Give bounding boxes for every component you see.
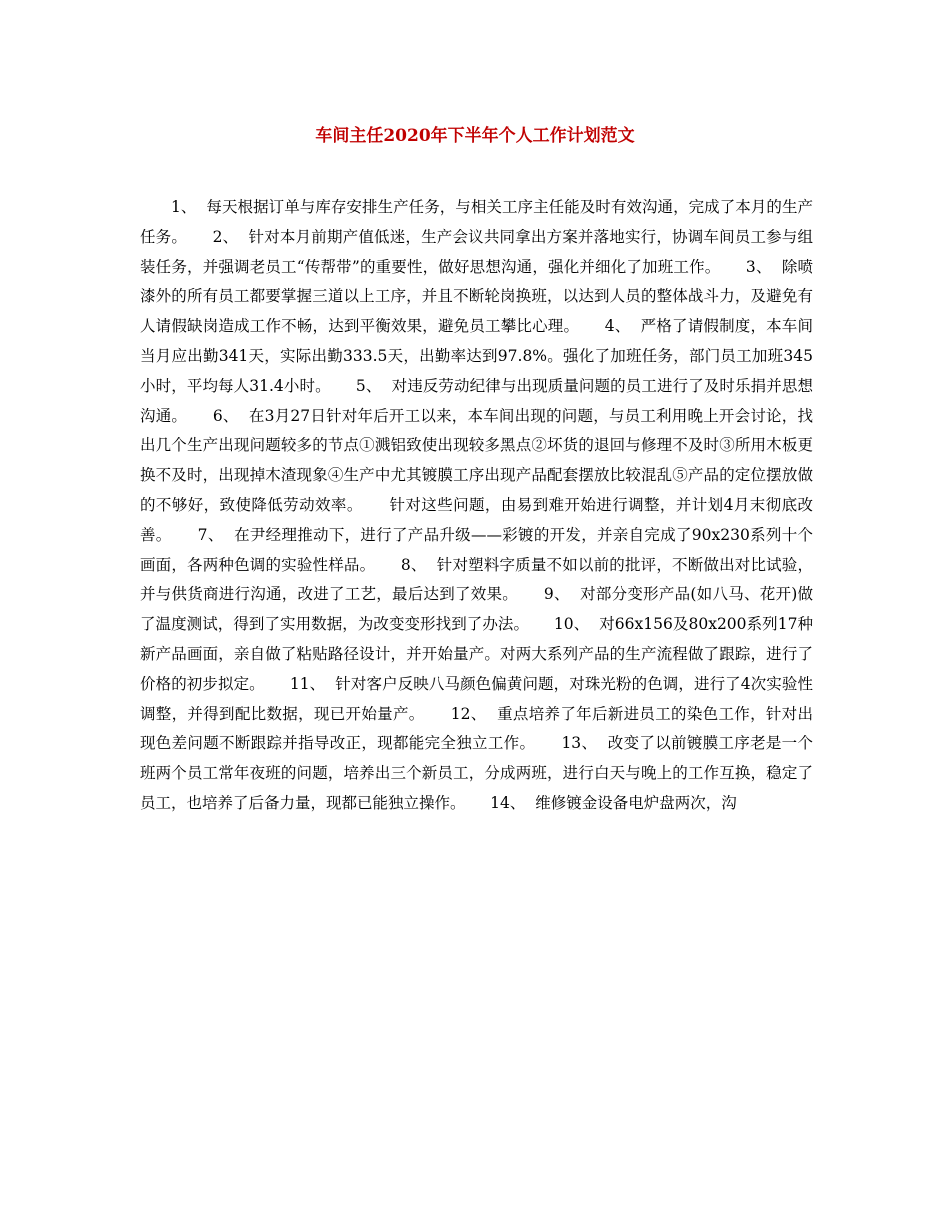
document-body-paragraph: 1、 每天根据订单与库存安排生产任务，与相关工序主任能及时有效沟通，完成了本月的生产任务。 2、 针对本月前期产值低迷，生产会议共同拿出方案并落地实行，协调车间员工参与组装任务，并强调老员工“传帮带”的重要性，做好思想沟通，强化并细化了加班工作。 3、 除喷漆外的所有员工都要掌握三道以上工序，并且不断轮岗换班，以达到人员的整体战斗力，及避免有人请假缺岗造成工作不畅，达到平衡效果，避免员工攀比心理。 4、 严格了请假制度，本车间当月应出勤341天，实际出勤333.5天，出勤率达到97.8%。强化了加班任务，部门员工加班345小时，平均每人31.4小时。 5、 对违反劳动纪律与出现质量问题的员工进行了及时乐捐并思想沟通。 6、 在3月27日针对年后开工以来，本车间出现的问题，与员工利用晚上开会讨论，找出几个生产出现问题较多的节点①溅铝致使出现较多黑点②坏货的退回与修理不及时③所用木板更换不及时，出现掉木渣现象④生产中尤其镀膜工序出现产品配套摆放比较混乱⑤产品的定位摆放做的不够好，致使降低劳动效率。 针对这些问题，由易到难开始进行调整，并计划4月末彻底改善。 7、 在尹经理推动下，进行了产品升级——彩镀的开发，并亲自完成了90x230系列十个画面，各两种色调的实验性样品。 8、 针对塑料字质量不如以前的批评，不断做出对比试验，并与供货商进行沟通，改进了工艺，最后达到了效果。 9、 对部分变形产品(如八马、花开)做了温度测试，得到了实用数据，为改变变形找到了办法。 10、 对66x156及80x200系列17种新产品画面，亲自做了粘贴路径设计，并开始量产。对两大系列产品的生产流程做了跟踪，进行了价格的初步拟定。 11、 针对客户反映八马颜色偏黄问题，对珠光粉的色调，进行了4次实验性调整，并得到配比数据，现已开始量产。 12、 重点培养了年后新进员工的染色工作，针对出现色差问题不断跟踪并指导改正，现都能完全独立工作。 13、 改变了以前镀膜工序老是一个班两个员工常年夜班的问题，培养出三个新员工，分成两班，进行白天与晚上的工作互换，稳定了员工，也培养了后备力量，现都已能独立操作。 14、 维修镀金设备电炉盘两次，沟: [140, 198, 813, 812]
document-title: 车间主任2020年下半年个人工作计划范文: [315, 126, 635, 146]
